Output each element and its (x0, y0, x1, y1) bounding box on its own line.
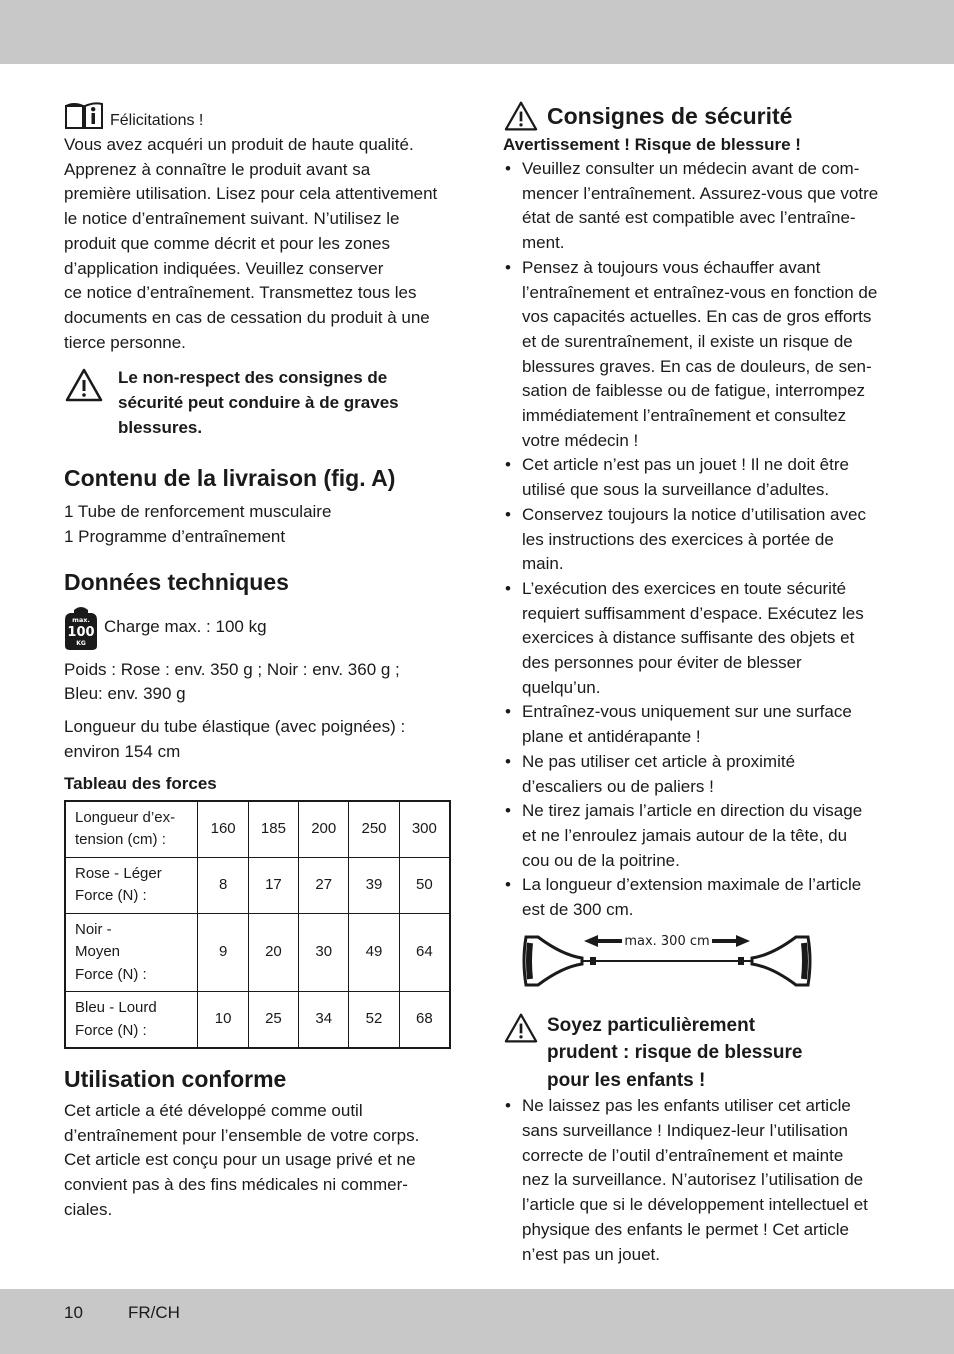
safety-list (503, 157, 895, 923)
text-line: environ 154 cm (64, 741, 181, 761)
table-cell: 250 (349, 801, 399, 858)
language-code: FR/CH (128, 1303, 180, 1322)
table-cell: 17 (248, 857, 298, 913)
intro-greeting-line (64, 100, 454, 130)
table-cell: 49 (349, 913, 399, 992)
table-cell: 68 (399, 992, 450, 1049)
table-cell: 9 (198, 913, 248, 992)
greeting-text: Félicitations ! (110, 112, 204, 129)
delivery-heading: Contenu de la livraison (fig. A) (64, 465, 396, 492)
weight-100kg-icon (64, 604, 98, 650)
text-line: Vous avez acquéri un produit de haute qualité. (64, 135, 414, 154)
text-line: Cet article a été développé comme outil (64, 1101, 363, 1121)
list-item: • L’exécution des exercices en toute sécurité requiert suffisamment d’espace. Exécutez les exercices à distance suffisante des objets et des personnes pour éviter de blesser quelqu’un. (503, 577, 895, 701)
text-line: Apprenez à connaître le produit avant sa (64, 159, 371, 179)
text-line: documents en cas de cessation du produit à une (64, 307, 430, 327)
table-cell: 25 (248, 992, 298, 1049)
weight-icon-100: 100 (67, 624, 95, 640)
text-line: Poids : Rose : env. 350 g ; Noir : env. 360 g ; (64, 659, 400, 679)
info-book-icon (64, 100, 104, 130)
table-cell: 300 (399, 801, 450, 858)
forces-table-title: Tableau des forces (64, 773, 217, 793)
list-item: • Ne laissez pas les enfants utiliser cet article sans surveillance ! Indiquez-leur l’utilisation correcte de l’outil d’entraînement et mainte nez la surveillance. N’autorisez l’utilisation de l’article que si le développement intellectuel et physique des enfants le permet ! Cet article n’est pas un jouet. (503, 1094, 895, 1267)
table-cell: 52 (349, 992, 399, 1049)
children-warning (503, 1012, 895, 1095)
warning-line: prudent : risque de blessure (547, 1042, 803, 1064)
text-line: Longueur du tube élastique (avec poignées) : (64, 717, 406, 737)
delivery-list (64, 500, 454, 549)
header-bar (0, 0, 954, 64)
text-line: première utilisation. Lisez pour cela attentivement (64, 184, 438, 204)
warning-triangle-icon (64, 367, 104, 403)
usage-heading: Utilisation conforme (64, 1066, 287, 1093)
band-extension-figure (522, 931, 812, 991)
text-line: d’application indiquées. Veuillez conserver (64, 258, 384, 278)
table-cell: 34 (299, 992, 349, 1049)
length-info (64, 715, 454, 764)
table-row (65, 913, 450, 992)
text-line: Bleu: env. 390 g (64, 684, 186, 704)
table-cell: 64 (399, 913, 450, 992)
text-line: ciales. (64, 1199, 113, 1219)
safety-heading: Consignes de sécurité (547, 103, 793, 129)
warning-line: blessures. (118, 418, 203, 438)
table-cell: 200 (299, 801, 349, 858)
table-cell: 30 (299, 913, 349, 992)
delivery-item: 1 Tube de renforcement musculaire (64, 502, 332, 522)
text-line: ce notice d’entraînement. Transmettez tous les (64, 283, 417, 303)
table-cell: 39 (349, 857, 399, 913)
left-column (64, 100, 454, 1223)
safety-subheading: Avertissement ! Risque de blessure ! (503, 135, 801, 154)
text-line: convient pas à des fins médicales ni commer- (64, 1175, 408, 1195)
list-item: • Conservez toujours la notice d’utilisation avec les instructions des exercices à portée de main. (503, 503, 895, 577)
text-line: d’entraînement pour l’ensemble de votre corps. (64, 1125, 420, 1145)
charge-text: Charge max. : 100 kg (104, 616, 267, 636)
text-line: tierce personne. (64, 332, 186, 352)
usage-paragraph (64, 1099, 454, 1223)
table-cell: 185 (248, 801, 298, 858)
page-number: 10 (64, 1303, 83, 1322)
table-cell: 10 (198, 992, 248, 1049)
warning-triangle-icon (503, 1012, 539, 1044)
row-label: Bleu - Lourd Force (N) : (65, 992, 198, 1049)
warning-line: Soyez particulièrement (547, 1014, 756, 1036)
list-item: • Pensez à toujours vous échauffer avant l’entraînement et entraînez-vous en fonction de vos capacités actuelles. En cas de gros efforts et de surentraînement, il existe un risque de blessures graves. En cas de douleurs, de sen- sation de faiblesse ou de fatigue, interrompez immédiatement l’entraînement et consultez votre médecin ! (503, 256, 895, 454)
list-item: • Entraînez-vous uniquement sur une surface plane et antidérapante ! (503, 700, 895, 749)
forces-table (64, 800, 451, 1050)
list-item: • Ne tirez jamais l’article en direction du visage et ne l’enroulez jamais autour de la tête, du cou ou de la poitrine. (503, 799, 895, 873)
weight-icon-kg: KG (76, 639, 86, 647)
table-cell: 8 (198, 857, 248, 913)
row-label: Rose - Léger Force (N) : (65, 857, 198, 913)
safety-warning-note (64, 365, 454, 440)
warning-line: pour les enfants ! (547, 1069, 706, 1091)
text-line: le notice d’entraînement suivant. N’utilisez le (64, 209, 400, 229)
band-max-label: max. 300 cm (624, 933, 710, 949)
text-line: produit que comme décrit et pour les zones (64, 233, 391, 253)
row-label: Noir - Moyen Force (N) : (65, 913, 198, 992)
table-row (65, 857, 450, 913)
right-column (503, 100, 895, 1267)
table-row (65, 992, 450, 1049)
row-label: Longueur d’ex- tension (cm) : (65, 801, 198, 858)
max-load-line (64, 604, 454, 650)
table-row (65, 801, 450, 858)
weight-icon-max: max. (72, 615, 90, 624)
table-cell: 20 (248, 913, 298, 992)
table-cell: 27 (299, 857, 349, 913)
table-cell: 50 (399, 857, 450, 913)
warning-line: Le non-respect des consignes de (118, 368, 388, 388)
safety-heading-row (503, 100, 895, 132)
text-line: Cet article est conçu pour un usage privé et ne (64, 1150, 416, 1170)
delivery-item: 1 Programme d’entraînement (64, 527, 286, 547)
list-item: • Veuillez consulter un médecin avant de com- mencer l’entraînement. Assurez-vous que votre état de santé est compatible avec l’entraîne- ment. (503, 157, 895, 256)
table-cell: 160 (198, 801, 248, 858)
weight-info (64, 658, 454, 707)
warning-triangle-icon (503, 100, 539, 132)
tech-heading: Données techniques (64, 568, 289, 595)
intro-paragraph (64, 133, 454, 355)
list-item: • Ne pas utiliser cet article à proximité d’escaliers ou de paliers ! (503, 750, 895, 799)
list-item: • Cet article n’est pas un jouet ! Il ne doit être utilisé que sous la surveillance d’adultes. (503, 453, 895, 502)
list-item: • La longueur d’extension maximale de l’article est de 300 cm. (503, 873, 895, 922)
warning-line: sécurité peut conduire à de graves (118, 393, 399, 413)
children-list (503, 1094, 895, 1267)
